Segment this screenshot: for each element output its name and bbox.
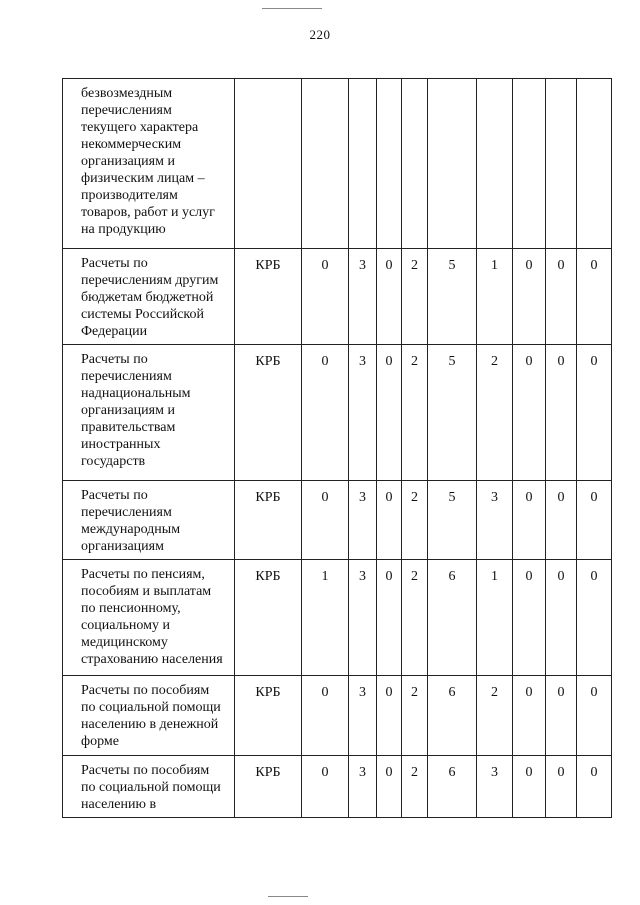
scan-artifact-line <box>262 8 322 9</box>
code-digit-cell: 0 <box>377 249 402 345</box>
row-name-cell <box>63 560 235 676</box>
row-name-line: Расчеты по пенсиям, <box>81 567 205 582</box>
row-name-line: Федерации <box>81 324 148 339</box>
row-name-line: Расчеты по <box>81 488 148 503</box>
table-row <box>63 756 612 818</box>
row-name-line: организациям и <box>81 403 175 418</box>
code-digit-cell: 2 <box>402 560 428 676</box>
code-digit-cell <box>428 79 477 249</box>
table-row <box>63 249 612 345</box>
code-digit-cell: 6 <box>428 676 477 756</box>
row-name-line: перечислениям <box>81 103 172 118</box>
code-digit-cell: 0 <box>546 756 577 818</box>
row-name-line: по социальной помощи <box>81 780 221 795</box>
code-digit-cell: 2 <box>477 676 513 756</box>
row-name-line: социальному и <box>81 618 170 633</box>
code-digit-cell: 0 <box>513 756 546 818</box>
code-digit-cell: 3 <box>349 676 377 756</box>
code-digit-cell: 0 <box>513 345 546 481</box>
code-digit-cell: 1 <box>302 560 349 676</box>
code-digit-cell: 0 <box>377 676 402 756</box>
row-name-line: физическим лицам – <box>81 171 205 186</box>
row-name-line: производителям <box>81 188 178 203</box>
code-digit-cell: 1 <box>477 249 513 345</box>
row-type-cell: КРБ <box>235 756 302 818</box>
row-name-line: Расчеты по пособиям <box>81 763 210 778</box>
code-digit-cell: 0 <box>577 560 612 676</box>
row-name-line: товаров, работ и услуг <box>81 205 215 220</box>
row-name-cell <box>63 481 235 560</box>
row-name-cell <box>63 756 235 818</box>
code-digit-cell: 3 <box>349 345 377 481</box>
code-digit-cell: 2 <box>402 756 428 818</box>
table-row <box>63 79 612 249</box>
row-name-line: форме <box>81 734 119 749</box>
code-digit-cell: 0 <box>513 249 546 345</box>
code-digit-cell: 1 <box>477 560 513 676</box>
code-digit-cell <box>302 79 349 249</box>
row-name-line: по социальной помощи <box>81 700 221 715</box>
code-digit-cell: 0 <box>377 560 402 676</box>
code-digit-cell: 0 <box>546 249 577 345</box>
code-digit-cell: 0 <box>546 481 577 560</box>
code-digit-cell: 0 <box>302 249 349 345</box>
row-name-cell <box>63 79 235 249</box>
row-type-cell: КРБ <box>235 676 302 756</box>
code-digit-cell: 6 <box>428 756 477 818</box>
row-type-cell: КРБ <box>235 249 302 345</box>
code-digit-cell: 0 <box>577 481 612 560</box>
row-name-line: текущего характера <box>81 120 199 135</box>
code-digit-cell: 0 <box>577 756 612 818</box>
row-type-cell: КРБ <box>235 481 302 560</box>
code-digit-cell: 3 <box>349 756 377 818</box>
code-digit-cell: 0 <box>513 481 546 560</box>
code-digit-cell: 0 <box>546 676 577 756</box>
table-row <box>63 676 612 756</box>
code-digit-cell: 0 <box>377 481 402 560</box>
row-name-line: перечислениям <box>81 505 172 520</box>
row-name-line: пособиям и выплатам <box>81 584 212 599</box>
code-digit-cell: 2 <box>477 345 513 481</box>
table-body <box>63 79 612 818</box>
row-name-line: перечислениям <box>81 369 172 384</box>
code-digit-cell: 3 <box>349 249 377 345</box>
row-type-cell <box>235 79 302 249</box>
account-codes-table <box>62 78 612 818</box>
row-name-cell <box>63 345 235 481</box>
page-number: 220 <box>309 27 331 42</box>
row-name-line: по пенсионному, <box>81 601 181 616</box>
row-name-cell <box>63 676 235 756</box>
code-digit-cell: 0 <box>302 756 349 818</box>
row-name-line: бюджетам бюджетной <box>81 290 214 305</box>
row-name-line: правительствам <box>81 420 176 435</box>
code-digit-cell: 3 <box>349 560 377 676</box>
code-digit-cell: 0 <box>377 756 402 818</box>
code-digit-cell: 0 <box>577 249 612 345</box>
row-name-line: системы Российской <box>81 307 205 322</box>
code-digit-cell <box>402 79 428 249</box>
code-digit-cell <box>377 79 402 249</box>
code-digit-cell: 3 <box>477 481 513 560</box>
row-type-cell: КРБ <box>235 560 302 676</box>
row-name-line: организациям <box>81 539 164 554</box>
row-name-line: международным <box>81 522 181 537</box>
row-name-line: медицинскому <box>81 635 168 650</box>
row-name-line: на продукцию <box>81 222 166 237</box>
code-digit-cell: 3 <box>349 481 377 560</box>
row-name-line: Расчеты по <box>81 256 148 271</box>
table-row <box>63 481 612 560</box>
row-name-cell <box>63 249 235 345</box>
row-name-line: населению в <box>81 797 157 812</box>
table-row <box>63 560 612 676</box>
code-digit-cell: 2 <box>402 676 428 756</box>
code-digit-cell: 5 <box>428 345 477 481</box>
code-digit-cell: 2 <box>402 345 428 481</box>
scan-artifact-line <box>268 896 308 897</box>
code-digit-cell: 0 <box>577 345 612 481</box>
code-digit-cell: 0 <box>546 560 577 676</box>
code-digit-cell <box>477 79 513 249</box>
code-digit-cell: 0 <box>302 481 349 560</box>
code-digit-cell <box>349 79 377 249</box>
code-digit-cell: 3 <box>477 756 513 818</box>
row-type-cell: КРБ <box>235 345 302 481</box>
row-name-line: организациям и <box>81 154 175 169</box>
row-name-line: населению в денежной <box>81 717 219 732</box>
code-digit-cell: 2 <box>402 481 428 560</box>
code-digit-cell: 5 <box>428 481 477 560</box>
row-name-line: некоммерческим <box>81 137 182 152</box>
code-digit-cell: 0 <box>302 345 349 481</box>
code-digit-cell: 0 <box>577 676 612 756</box>
row-name-line: страхованию населения <box>81 652 223 667</box>
row-name-line: иностранных <box>81 437 161 452</box>
code-digit-cell: 0 <box>302 676 349 756</box>
code-digit-cell: 0 <box>513 676 546 756</box>
code-digit-cell: 6 <box>428 560 477 676</box>
code-digit-cell: 2 <box>402 249 428 345</box>
code-digit-cell: 0 <box>377 345 402 481</box>
code-digit-cell: 0 <box>546 345 577 481</box>
code-digit-cell <box>577 79 612 249</box>
row-name-line: наднациональным <box>81 386 191 401</box>
code-digit-cell <box>513 79 546 249</box>
row-name-line: безвозмездным <box>81 86 173 101</box>
row-name-line: государств <box>81 454 146 469</box>
code-digit-cell: 5 <box>428 249 477 345</box>
row-name-line: перечислениям другим <box>81 273 219 288</box>
table-row <box>63 345 612 481</box>
row-name-line: Расчеты по <box>81 352 148 367</box>
row-name-line: Расчеты по пособиям <box>81 683 210 698</box>
code-digit-cell: 0 <box>513 560 546 676</box>
code-digit-cell <box>546 79 577 249</box>
